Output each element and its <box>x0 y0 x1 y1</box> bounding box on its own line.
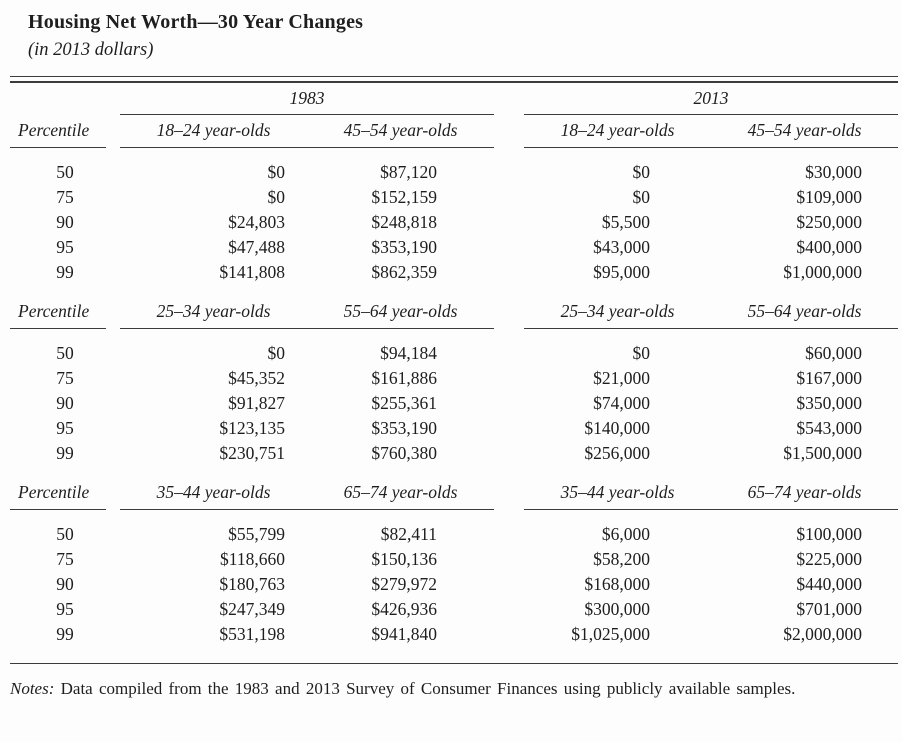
column-gap <box>494 185 524 210</box>
value-1983-col1: $247,349 <box>219 599 285 619</box>
notes-label: Notes: <box>10 679 55 698</box>
table-top-double-rule <box>10 76 898 83</box>
value-2013-col1: $0 <box>632 187 650 207</box>
age-column-header: 25–34 year-olds <box>560 301 675 321</box>
table-bottom-rule <box>10 663 898 664</box>
table-row <box>10 547 898 572</box>
table-row <box>10 210 898 235</box>
value-2013-col2: $1,000,000 <box>783 262 862 282</box>
value-1983-col1: $180,763 <box>219 574 285 594</box>
percentile-value: 50 <box>56 162 74 182</box>
value-1983-col1: $0 <box>267 162 285 182</box>
column-gap <box>494 210 524 235</box>
value-1983-col1: $141,808 <box>219 262 285 282</box>
percentile-value: 99 <box>56 624 74 644</box>
percentile-value: 75 <box>56 368 74 388</box>
value-1983-col2: $279,972 <box>371 574 437 594</box>
table-row <box>10 391 898 416</box>
table-row <box>10 235 898 260</box>
age-column-header: 65–74 year-olds <box>747 482 862 502</box>
value-1983-col1: $230,751 <box>219 443 285 463</box>
value-2013-col2: $109,000 <box>796 187 862 207</box>
age-column-header: 55–64 year-olds <box>747 301 862 321</box>
value-2013-col2: $1,500,000 <box>783 443 862 463</box>
column-gap <box>494 391 524 416</box>
value-2013-col1: $0 <box>632 343 650 363</box>
table-row <box>10 622 898 647</box>
age-column-header: 35–44 year-olds <box>156 482 271 502</box>
page-title: Housing Net Worth—30 Year Changes <box>28 11 364 33</box>
value-1983-col1: $24,803 <box>228 212 285 232</box>
value-1983-col2: $152,159 <box>371 187 437 207</box>
housing-net-worth-table <box>10 76 898 664</box>
value-2013-col2: $100,000 <box>796 524 862 544</box>
value-2013-col2: $225,000 <box>796 549 862 569</box>
percentile-value: 90 <box>56 574 74 594</box>
block-header-row <box>10 482 898 510</box>
column-gap <box>494 482 524 510</box>
block-rows <box>10 522 898 647</box>
notes-text: Data compiled from the 1983 and 2013 Survey of Consumer Finances using publicly available samples. <box>60 679 796 698</box>
value-2013-col1: $168,000 <box>584 574 650 594</box>
percentile-value: 95 <box>56 418 74 438</box>
column-gap <box>494 441 524 466</box>
percentile-value: 90 <box>56 212 74 232</box>
value-1983-col2: $255,361 <box>371 393 437 413</box>
value-1983-col2: $248,818 <box>371 212 437 232</box>
percentile-column-header: Percentile <box>10 482 106 510</box>
table-row <box>10 260 898 285</box>
value-1983-col1: $123,135 <box>219 418 285 438</box>
value-1983-col1: $531,198 <box>219 624 285 644</box>
value-2013-col2: $440,000 <box>796 574 862 594</box>
column-gap <box>494 572 524 597</box>
value-1983-col1: $0 <box>267 343 285 363</box>
value-2013-col2: $350,000 <box>796 393 862 413</box>
age-column-header: 45–54 year-olds <box>343 120 458 140</box>
column-gap <box>494 88 524 115</box>
percentile-value: 99 <box>56 443 74 463</box>
year-row-spacer <box>10 88 120 115</box>
year-1983-header: 1983 <box>120 88 494 115</box>
age-column-header: 55–64 year-olds <box>343 301 458 321</box>
block-rows <box>10 341 898 466</box>
value-2013-col1: $95,000 <box>593 262 650 282</box>
column-gap <box>494 522 524 547</box>
column-gap <box>494 235 524 260</box>
column-gap <box>494 366 524 391</box>
value-1983-col1: $55,799 <box>228 524 285 544</box>
value-2013-col1: $5,500 <box>601 212 650 232</box>
age-headers-2013 <box>524 120 898 148</box>
value-1983-col1: $0 <box>267 187 285 207</box>
value-1983-col2: $353,190 <box>371 237 437 257</box>
percentile-column-header: Percentile <box>10 120 106 148</box>
percentile-column-header: Percentile <box>10 301 106 329</box>
age-column-header: 45–54 year-olds <box>747 120 862 140</box>
percentile-value: 95 <box>56 237 74 257</box>
value-1983-col2: $941,840 <box>371 624 437 644</box>
percentile-value: 95 <box>56 599 74 619</box>
percentile-value: 50 <box>56 524 74 544</box>
age-column-header: 65–74 year-olds <box>343 482 458 502</box>
age-headers-1983 <box>120 301 494 329</box>
value-2013-col2: $2,000,000 <box>783 624 862 644</box>
table-notes <box>10 677 894 702</box>
age-headers-1983 <box>120 482 494 510</box>
value-2013-col2: $167,000 <box>796 368 862 388</box>
value-1983-col1: $91,827 <box>228 393 285 413</box>
value-2013-col2: $60,000 <box>805 343 862 363</box>
value-1983-col1: $47,488 <box>228 237 285 257</box>
value-2013-col1: $256,000 <box>584 443 650 463</box>
value-1983-col2: $353,190 <box>371 418 437 438</box>
column-gap <box>494 341 524 366</box>
table-row <box>10 366 898 391</box>
value-1983-col2: $426,936 <box>371 599 437 619</box>
value-1983-col2: $760,380 <box>371 443 437 463</box>
value-2013-col2: $701,000 <box>796 599 862 619</box>
value-1983-col2: $87,120 <box>380 162 437 182</box>
value-1983-col2: $94,184 <box>380 343 437 363</box>
value-1983-col2: $862,359 <box>371 262 437 282</box>
year-2013-header: 2013 <box>524 88 898 115</box>
table-row <box>10 416 898 441</box>
age-headers-1983 <box>120 120 494 148</box>
age-headers-2013 <box>524 482 898 510</box>
age-column-header: 18–24 year-olds <box>560 120 675 140</box>
value-2013-col1: $140,000 <box>584 418 650 438</box>
value-2013-col1: $43,000 <box>593 237 650 257</box>
page-subtitle: (in 2013 dollars) <box>28 40 154 60</box>
percentile-value: 99 <box>56 262 74 282</box>
block-rows <box>10 160 898 285</box>
value-1983-col2: $150,136 <box>371 549 437 569</box>
value-2013-col2: $250,000 <box>796 212 862 232</box>
block-header-row <box>10 301 898 329</box>
age-headers-2013 <box>524 301 898 329</box>
table-row <box>10 185 898 210</box>
age-column-header: 25–34 year-olds <box>156 301 271 321</box>
percentile-value: 50 <box>56 343 74 363</box>
value-2013-col1: $0 <box>632 162 650 182</box>
table-row <box>10 522 898 547</box>
value-2013-col1: $74,000 <box>593 393 650 413</box>
age-column-header: 18–24 year-olds <box>156 120 271 140</box>
value-2013-col1: $58,200 <box>593 549 650 569</box>
value-2013-col2: $400,000 <box>796 237 862 257</box>
age-column-header: 35–44 year-olds <box>560 482 675 502</box>
percentile-value: 75 <box>56 549 74 569</box>
value-2013-col1: $1,025,000 <box>571 624 650 644</box>
column-gap <box>494 301 524 329</box>
value-1983-col2: $82,411 <box>380 524 437 544</box>
value-1983-col1: $45,352 <box>228 368 285 388</box>
table-row <box>10 441 898 466</box>
block-header-row <box>10 120 898 148</box>
column-gap <box>494 160 524 185</box>
percentile-value: 75 <box>56 187 74 207</box>
value-2013-col1: $6,000 <box>601 524 650 544</box>
column-gap <box>494 597 524 622</box>
column-gap <box>494 416 524 441</box>
table-row <box>10 341 898 366</box>
percentile-value: 90 <box>56 393 74 413</box>
table-row <box>10 597 898 622</box>
year-header-row <box>10 88 898 115</box>
value-2013-col1: $21,000 <box>593 368 650 388</box>
table-row <box>10 572 898 597</box>
value-2013-col2: $543,000 <box>796 418 862 438</box>
value-1983-col2: $161,886 <box>371 368 437 388</box>
column-gap <box>494 622 524 647</box>
column-gap <box>494 547 524 572</box>
value-2013-col1: $300,000 <box>584 599 650 619</box>
column-gap <box>494 260 524 285</box>
table-row <box>10 160 898 185</box>
value-2013-col2: $30,000 <box>805 162 862 182</box>
value-1983-col1: $118,660 <box>220 549 285 569</box>
column-gap <box>494 120 524 148</box>
